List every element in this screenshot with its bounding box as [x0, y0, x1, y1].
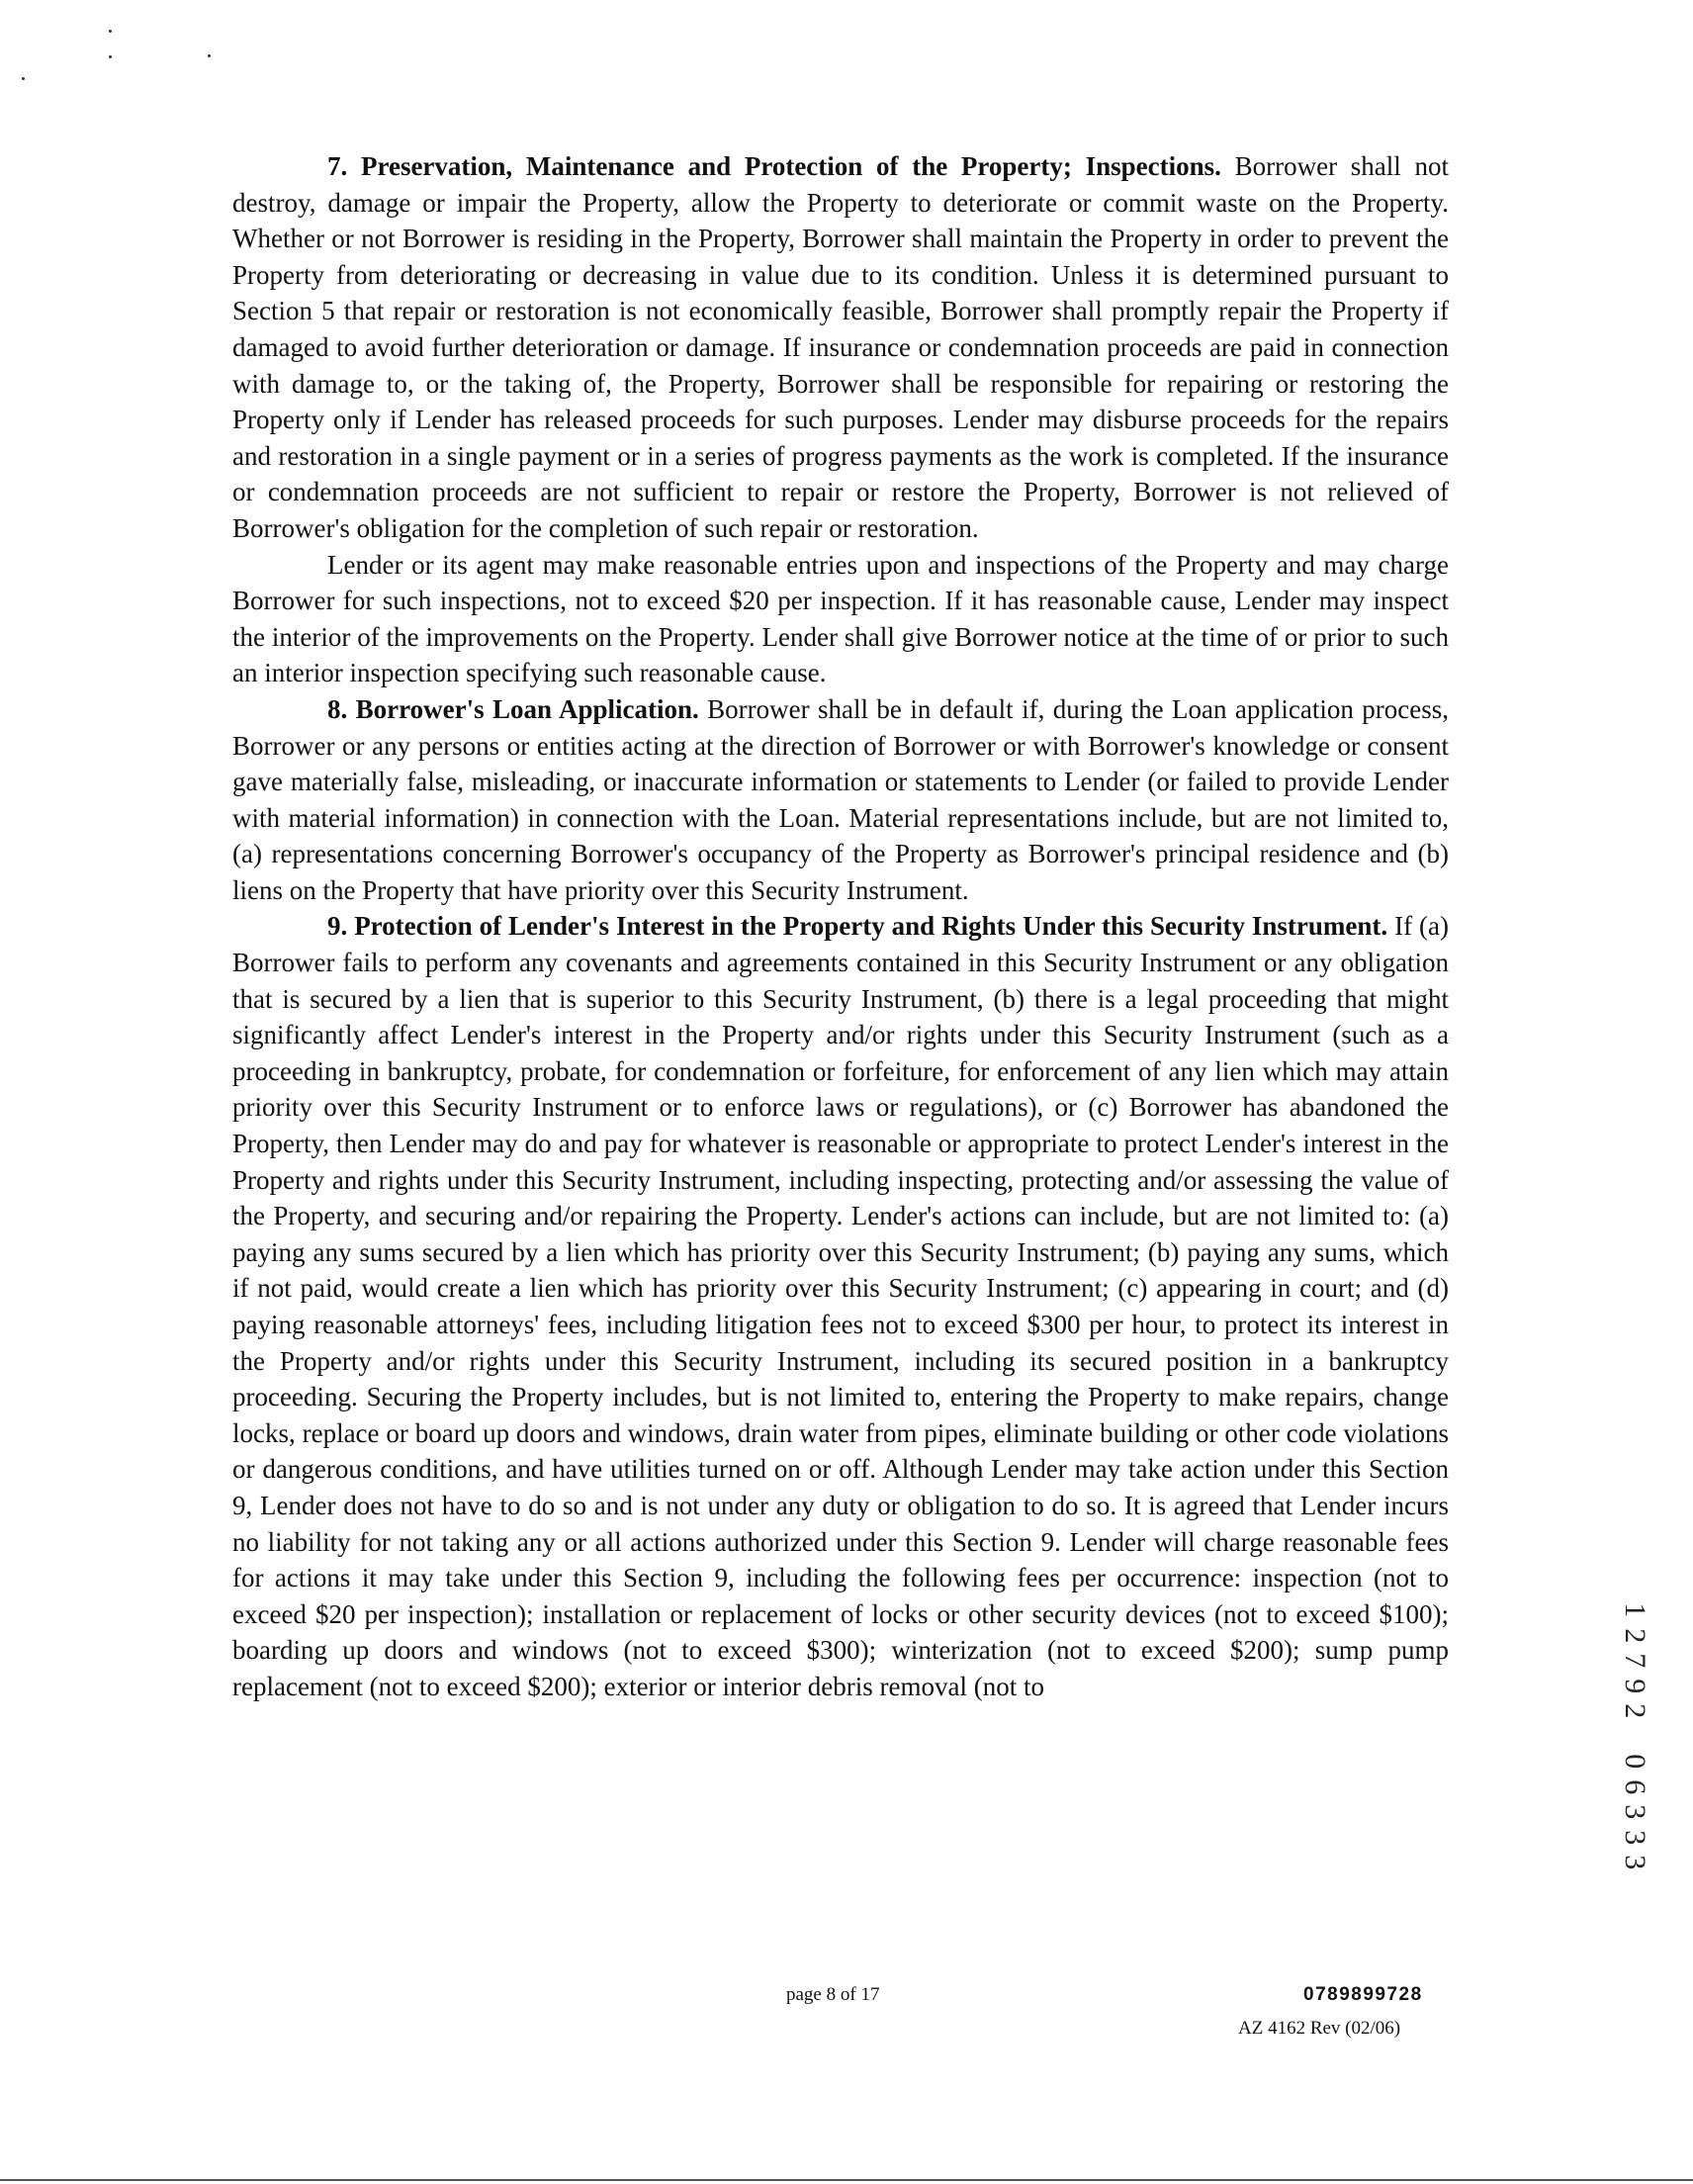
section-9-body: If (a) Borrower fails to perform any covenants and agreements contained in this Security Instrument or any obligation that is secured by a lien that is superior to this Security Instrument, (b) there is a legal proceeding that might significantly affect Lender's interest in the Property and/or rights under this Security Instrument (such as a proceeding in bankruptcy, probate, for condemnation or forfeiture, for enforcement of any lien which may attain priority over this Security Instrument or to enforce laws or regulations), or (c) Borrower has abandoned the Property, then Lender may do and pay for whatever is reasonable or appropriate to protect Lender's interest in the Property and rights under this Security Instrument, including inspecting, protecting and/or assessing the value of the Property, and securing and/or repairing the Property. Lender's actions can include, but are not limited to: (a) paying any sums secured by a lien which has priority over this Security Instrument; (b) paying any sums, which if not paid, would create a lien which has priority over this Security Instrument; (c) appearing in court; and (d) paying reasonable attorneys' fees, including litigation fees not to exceed $300 per hour, to protect its interest in the Property and/or rights under this Security Instrument, including its secured position in a bankruptcy proceeding. Securing the Property includes, but is not limited to, entering the Property to make repairs, change locks, replace or board up doors and windows, drain water from pipes, eliminate building or other code violations or dangerous conditions, and have utilities turned on or off. Although Lender may take action under this Section 9, Lender does not have to do so and is not under any duty or obligation to do so. It is agreed that Lender incurs no liability for not taking any or all actions authorized under this Section 9. Lender will charge reasonable fees for actions it may take under this Section 9, including the following fees per occurrence: inspection (not to exceed $20 per inspection); installation or replacement of locks or other security devices (not to exceed $100); boarding up doors and windows (not to exceed $300); winterization (not to exceed $200); sump pump replacement (not to exceed $200); exterior or interior debris removal (not to	[232, 911, 1449, 1701]
form-number: AZ 4162 Rev (02/06)	[1238, 2018, 1401, 2039]
page-number: page 8 of 17	[786, 1984, 880, 2005]
section-9-heading: 9. Protection of Lender's Interest in the Property and Rights Under this Security Instrument.	[327, 911, 1388, 942]
stamp-char: 2	[1618, 1703, 1651, 1719]
scan-speck	[208, 54, 211, 57]
document-body	[232, 148, 1449, 1705]
section-7-heading: 7. Preservation, Maintenance and Protection of the Property; Inspections.	[327, 151, 1221, 181]
stamp-char: 3	[1618, 1804, 1651, 1820]
stamp-char: 1	[1618, 1602, 1651, 1618]
recording-stamp	[1620, 1597, 1649, 1875]
stamp-char: 0	[1618, 1754, 1651, 1770]
section-7-body: Borrower shall not destroy, damage or impair the Property, allow the Property to deteriorate or commit waste on the Property. Whether or not Borrower is residing in the Property, Borrower shall maintain the Property in order to prevent the Property from deteriorating or decreasing in value due to its condition. Unless it is determined pursuant to Section 5 that repair or restoration is not economically feasible, Borrower shall promptly repair the Property if damaged to avoid further deterioration or damage. If insurance or condemnation proceeds are paid in connection with damage to, or the taking of, the Property, Borrower shall be responsible for repairing or restoring the Property only if Lender has released proceeds for such purposes. Lender may disburse proceeds for the repairs and restoration in a single payment or in a series of progress payments as the work is completed. If the insurance or condemnation proceeds are not sufficient to repair or restore the Property, Borrower is not relieved of Borrower's obligation for the completion of such repair or restoration.	[232, 151, 1450, 543]
loan-number: 0789899728	[1303, 1984, 1423, 2005]
scan-speck	[109, 55, 112, 58]
section-9-paragraph	[232, 908, 1449, 1704]
section-8-heading: 8. Borrower's Loan Application.	[327, 693, 699, 724]
scan-speck	[22, 77, 25, 80]
stamp-char: 3	[1618, 1829, 1651, 1845]
stamp-char: 7	[1618, 1653, 1651, 1669]
stamp-char: 6	[1618, 1778, 1651, 1794]
section-7-inspections-paragraph: Lender or its agent may make reasonable entries upon and inspections of the Property and may charge Borrower for such inspections, not to exceed $20 per inspection. If it has reasonable cause, Lender may inspect the interior of the improvements on the Property. Lender shall give Borrower notice at the time of or prior to such an interior inspection specifying such reasonable cause.	[232, 549, 1449, 688]
stamp-char: 9	[1618, 1678, 1651, 1693]
section-7-paragraph	[232, 148, 1449, 547]
stamp-char: 2	[1618, 1627, 1651, 1643]
scan-speck	[109, 30, 112, 33]
stamp-char: 3	[1618, 1855, 1651, 1870]
section-8-paragraph	[232, 691, 1449, 909]
section-8-body: Borrower shall be in default if, during the Loan application process, Borrower or any persons or entities acting at the direction of Borrower or with Borrower's knowledge or consent gave materially false, misleading, or inaccurate information or statements to Lender (or failed to provide Lender with material information) in connection with the Loan. Material representations include, but are not limited to, (a) representations concerning Borrower's occupancy of the Property as Borrower's principal residence and (b) liens on the Property that have priority over this Security Instrument.	[232, 693, 1449, 905]
scan-bottom-edge	[0, 2179, 1693, 2181]
